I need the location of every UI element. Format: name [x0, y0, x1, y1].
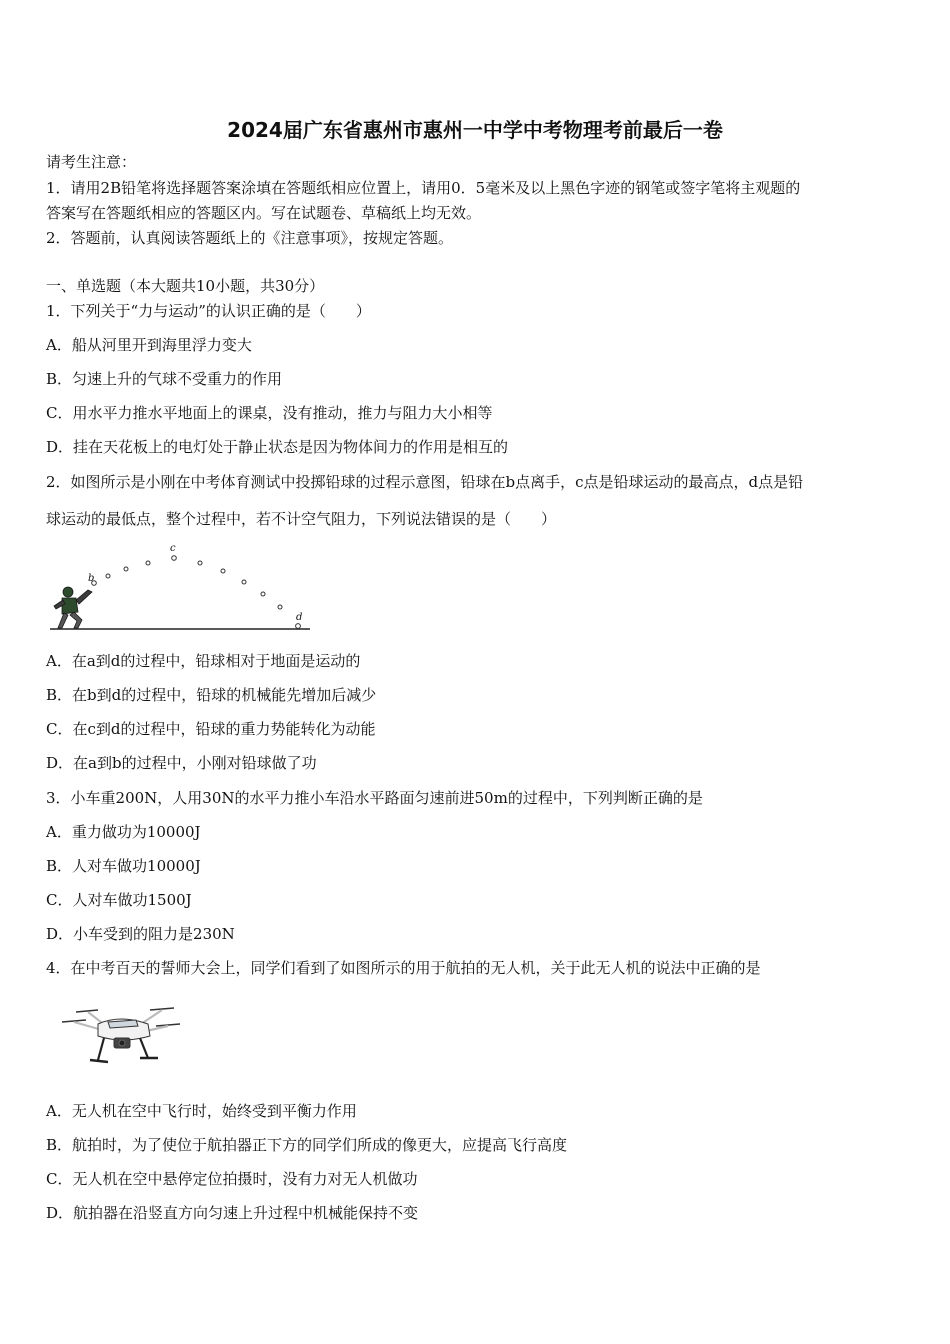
q3-stem: 3．小车重200N，人用30N的水平力推小车沿水平路面匀速前进50m的过程中，下列判断正确的是: [46, 789, 703, 807]
q3-option-b: B．人对车做功10000J: [46, 857, 201, 875]
drone-figure: [58, 1000, 184, 1072]
page-title: 2024届广东省惠州市惠州一中学中考物理考前最后一卷: [227, 118, 723, 142]
label-b: b: [88, 573, 95, 584]
ball: [261, 592, 265, 596]
notice-heading: 请考生注意：: [46, 153, 137, 171]
q4-stem: 4．在中考百天的誓师大会上，同学们看到了如图所示的用于航拍的无人机，关于此无人机的说法中正确的是: [46, 959, 761, 977]
q4-option-c: C．无人机在空中悬停定位拍摄时，没有力对无人机做功: [46, 1170, 418, 1188]
q1-option-b: B．匀速上升的气球不受重力的作用: [46, 370, 283, 388]
q2-stem-line-2: 球运动的最低点，整个过程中，若不计空气阻力，下列说法错误的是（ ）: [46, 510, 557, 528]
trajectory: [92, 556, 301, 629]
ball: [278, 605, 282, 609]
q4-option-a: A．无人机在空中飞行时，始终受到平衡力作用: [46, 1102, 357, 1120]
section-heading: 一、单选题（本大题共10小题，共30分）: [46, 277, 325, 295]
ball: [221, 569, 225, 573]
shot-put-figure: [48, 540, 318, 635]
q2-stem-line-1: 2．如图所示是小刚在中考体育测试中投掷铅球的过程示意图，铅球在b点离手，c点是铅球运动的最高点，d点是铅: [46, 473, 804, 491]
label-c: c: [170, 543, 176, 554]
athlete-figure: [54, 587, 92, 628]
q2-option-d: D．在a到b的过程中，小刚对铅球做了功: [46, 754, 317, 772]
q3-option-d: D．小车受到的阻力是230N: [46, 925, 235, 943]
q1-option-a: A．船从河里开到海里浮力变大: [46, 336, 252, 354]
q1-option-c: C．用水平力推水平地面上的课桌，没有推动，推力与阻力大小相等: [46, 404, 493, 422]
notice-line-1: 1．请用2B铅笔将选择题答案涂填在答题纸相应位置上，请用0．5毫米及以上黑色字迹的钢笔或签字笔将主观题的: [46, 179, 801, 197]
label-d: d: [296, 612, 303, 623]
ball: [242, 580, 246, 584]
ball: [198, 561, 202, 565]
q3-option-c: C．人对车做功1500J: [46, 891, 192, 909]
notice-line-2: 答案写在答题纸相应的答题区内。写在试题卷、草稿纸上均无效。: [46, 204, 482, 222]
q4-option-d: D．航拍器在沿竖直方向匀速上升过程中机械能保持不变: [46, 1204, 419, 1222]
ball: [146, 561, 150, 565]
q4-option-b: B．航拍时，为了使位于航拍器正下方的同学们所成的像更大，应提高飞行高度: [46, 1136, 568, 1154]
ball-d: [296, 624, 301, 629]
drone-icon: [62, 1008, 180, 1062]
q2-option-a: A．在a到d的过程中，铅球相对于地面是运动的: [46, 652, 361, 670]
ball: [124, 567, 128, 571]
q2-option-c: C．在c到d的过程中，铅球的重力势能转化为动能: [46, 720, 376, 738]
q3-option-a: A．重力做功为10000J: [46, 823, 201, 841]
ball-c: [172, 556, 177, 561]
q1-option-d: D．挂在天花板上的电灯处于静止状态是因为物体间力的作用是相互的: [46, 438, 509, 456]
ball: [106, 574, 110, 578]
notice-line-3: 2．答题前，认真阅读答题纸上的《注意事项》，按规定答题。: [46, 229, 454, 247]
q2-option-b: B．在b到d的过程中，铅球的机械能先增加后减少: [46, 686, 377, 704]
q1-stem: 1．下列关于“力与运动”的认识正确的是（ ）: [46, 302, 371, 320]
